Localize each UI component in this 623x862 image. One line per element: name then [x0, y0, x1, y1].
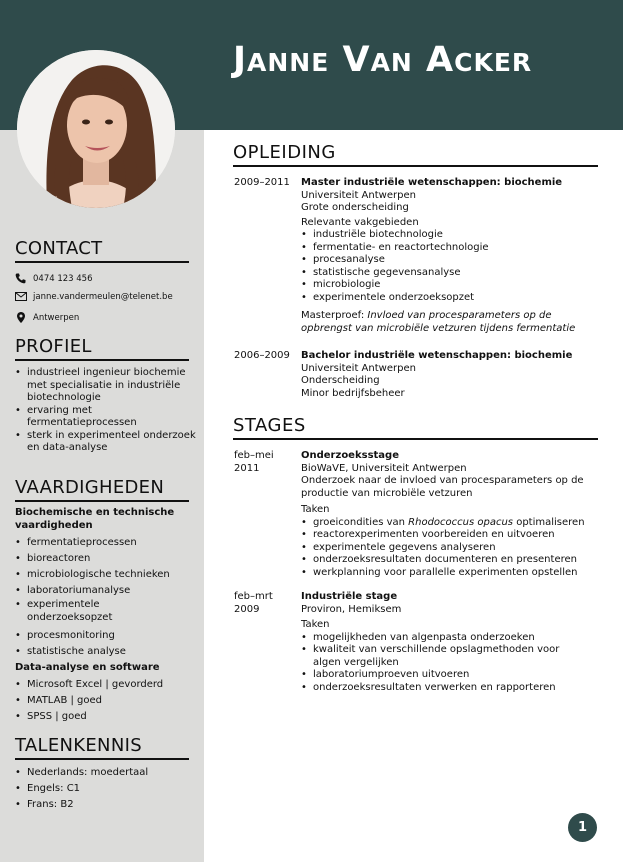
courses-list	[301, 229, 601, 304]
phone-number: 0474 123 456	[33, 273, 93, 284]
page-number-badge: 1	[568, 813, 597, 842]
list-item: • werkplanning voor parallelle experimenten opstellen	[301, 567, 601, 580]
languages-heading: TALENKENNIS	[15, 735, 189, 760]
list-item: • fermentatie- en reactortechnologie	[301, 242, 601, 255]
list-item: • microbiologische technieken	[15, 567, 200, 583]
list-item: • Engels: C1	[15, 781, 200, 797]
internship-org: Proviron, Hemiksem	[301, 603, 402, 615]
profile-list	[15, 367, 200, 455]
list-item: • procesmonitoring	[15, 628, 200, 644]
education-entry-master	[301, 177, 601, 335]
list-item: • MATLAB | goed	[15, 693, 200, 709]
internships-heading: STAGES	[233, 415, 598, 440]
mail-icon	[14, 291, 27, 302]
tasks-list	[301, 517, 601, 580]
list-item: • onderzoeksresultaten documenteren en presenteren	[301, 554, 601, 567]
date-line: feb–mei	[234, 450, 274, 461]
thesis-title: Invloed van procesparameters op de opbrengst van microbiële vetzuren tijdens fermentatie	[301, 310, 576, 334]
list-item: • SPSS | goed	[15, 709, 200, 725]
list-item: • industrieel ingenieur biochemie met specialisatie in industriële biotechnologie	[15, 367, 200, 405]
courses-label: Relevante vakgebieden	[301, 216, 419, 228]
education-entry-bachelor	[301, 350, 601, 400]
list-item: • industriële biotechnologie	[301, 229, 601, 242]
email-address: janne.vandermeulen@telenet.be	[33, 291, 173, 302]
list-item: • Microsoft Excel | gevorderd	[15, 677, 200, 693]
internship-org: BioWaVE, Universiteit Antwerpen	[301, 462, 467, 474]
list-item: • Frans: B2	[15, 797, 200, 813]
task-text: optimaliseren	[513, 516, 585, 528]
tasks-label: Taken	[301, 504, 330, 515]
list-item: • statistische analyse	[15, 644, 200, 660]
list-item: • mogelijkheden van algenpasta onderzoeken	[301, 632, 601, 645]
internship-entry-research	[301, 450, 601, 579]
profile-heading: PROFIEL	[15, 336, 189, 361]
list-item: • fermentatieprocessen	[15, 535, 200, 551]
internship-entry-industrial	[301, 591, 601, 694]
list-item	[301, 517, 601, 530]
list-item: • reactorexperimenten voorbereiden en uitvoeren	[301, 529, 601, 542]
list-item: • kwaliteit van verschillende opslagmethoden voor algen vergelijken	[301, 644, 583, 669]
date-line: 2011	[234, 462, 260, 474]
internship-date	[234, 450, 274, 475]
minor: Minor bedrijfsbeheer	[301, 387, 405, 399]
phone-icon	[14, 273, 27, 284]
education-date: 2006–2009	[234, 350, 290, 361]
contact-location	[14, 312, 79, 323]
degree-title: Master industriële wetenschappen: biochemie	[301, 177, 563, 188]
list-item: • statistische gegevensanalyse	[301, 267, 601, 280]
distinction: Onderscheiding	[301, 375, 380, 386]
internship-date	[234, 591, 273, 616]
list-item: • experimentele onderzoeksopzet	[301, 292, 601, 305]
list-item: • laboratoriumanalyse	[15, 583, 200, 599]
contact-phone	[14, 273, 92, 284]
list-item: • bioreactoren	[15, 551, 200, 567]
contact-email	[14, 291, 173, 302]
internship-description: Onderzoek naar de invloed van procesparameters op de productie van microbiële vetzuren	[301, 475, 584, 499]
skills-list-technical	[15, 535, 200, 660]
list-item: • experimentele gegevens analyseren	[301, 542, 601, 555]
skills-heading: VAARDIGHEDEN	[15, 477, 189, 502]
list-item: • experimentele onderzoeksopzet	[15, 599, 157, 624]
list-item: • Nederlands: moedertaal	[15, 765, 200, 781]
date-line: feb–mrt	[234, 591, 273, 602]
education-date: 2009–2011	[234, 177, 290, 188]
internship-title: Industriële stage	[301, 591, 398, 602]
skills-subheading-technical: Biochemische en technische vaardigheden	[15, 507, 175, 531]
distinction: Grote onderscheiding	[301, 202, 409, 213]
thesis	[301, 310, 601, 335]
list-item: • ervaring met fermentatieprocessen	[15, 405, 200, 430]
list-item: • procesanalyse	[301, 254, 601, 267]
contact-heading: CONTACT	[15, 238, 189, 263]
profile-photo	[17, 50, 175, 208]
tasks-list	[301, 632, 601, 695]
task-text: groeicondities van	[313, 516, 409, 528]
skills-list-software	[15, 677, 200, 725]
education-heading: OPLEIDING	[233, 142, 598, 167]
species-name: Rhodococcus opacus	[408, 516, 514, 528]
languages-list	[15, 765, 200, 813]
tasks-label: Taken	[301, 619, 330, 630]
internship-title: Onderzoeksstage	[301, 450, 399, 461]
degree-title: Bachelor industriële wetenschappen: biochemie	[301, 350, 573, 361]
school-name: Universiteit Antwerpen	[301, 362, 416, 374]
skills-subheading-software: Data-analyse en software	[15, 662, 160, 673]
list-item: • onderzoeksresultaten verwerken en rapporteren	[301, 682, 601, 695]
list-item: • laboratoriumproeven uitvoeren	[301, 669, 601, 682]
candidate-name: Janne Van Acker	[233, 40, 533, 80]
location-pin-icon	[14, 312, 27, 323]
location-text: Antwerpen	[33, 312, 80, 323]
list-item: • microbiologie	[301, 279, 601, 292]
thesis-label: Masterproef:	[301, 310, 365, 321]
school-name: Universiteit Antwerpen	[301, 189, 416, 201]
date-line: 2009	[234, 603, 260, 615]
list-item: • sterk in experimenteel onderzoek en data-analyse	[15, 430, 200, 455]
